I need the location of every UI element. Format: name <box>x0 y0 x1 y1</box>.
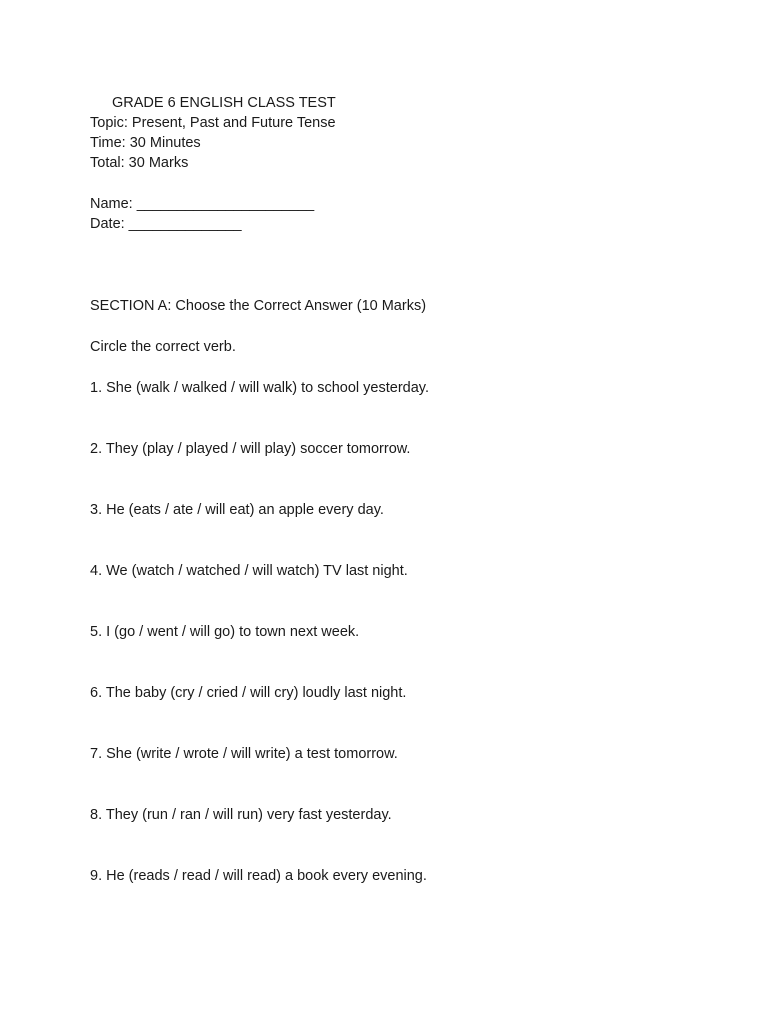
question-item: 2. They (play / played / will play) soccer tomorrow. <box>90 441 411 457</box>
test-time: Time: 30 Minutes <box>90 135 201 151</box>
name-field: Name: ______________________ <box>90 196 315 212</box>
section-a-heading: SECTION A: Choose the Correct Answer (10 Marks) <box>90 298 427 314</box>
question-item: 7. She (write / wrote / will write) a test tomorrow. <box>90 746 398 762</box>
test-total: Total: 30 Marks <box>90 155 189 171</box>
question-item: 9. He (reads / read / will read) a book every evening. <box>90 868 427 884</box>
question-item: 4. We (watch / watched / will watch) TV last night. <box>90 563 408 579</box>
test-topic: Topic: Present, Past and Future Tense <box>90 115 336 131</box>
date-field: Date: ______________ <box>90 216 242 232</box>
question-item: 8. They (run / ran / will run) very fast yesterday. <box>90 807 392 823</box>
question-item: 3. He (eats / ate / will eat) an apple every day. <box>90 502 384 518</box>
question-item: 1. She (walk / walked / will walk) to school yesterday. <box>90 380 430 396</box>
question-item: 5. I (go / went / will go) to town next week. <box>90 624 360 640</box>
test-title: GRADE 6 ENGLISH CLASS TEST <box>112 95 336 111</box>
question-item: 6. The baby (cry / cried / will cry) loudly last night. <box>90 685 407 701</box>
section-a-instruction: Circle the correct verb. <box>90 339 236 355</box>
